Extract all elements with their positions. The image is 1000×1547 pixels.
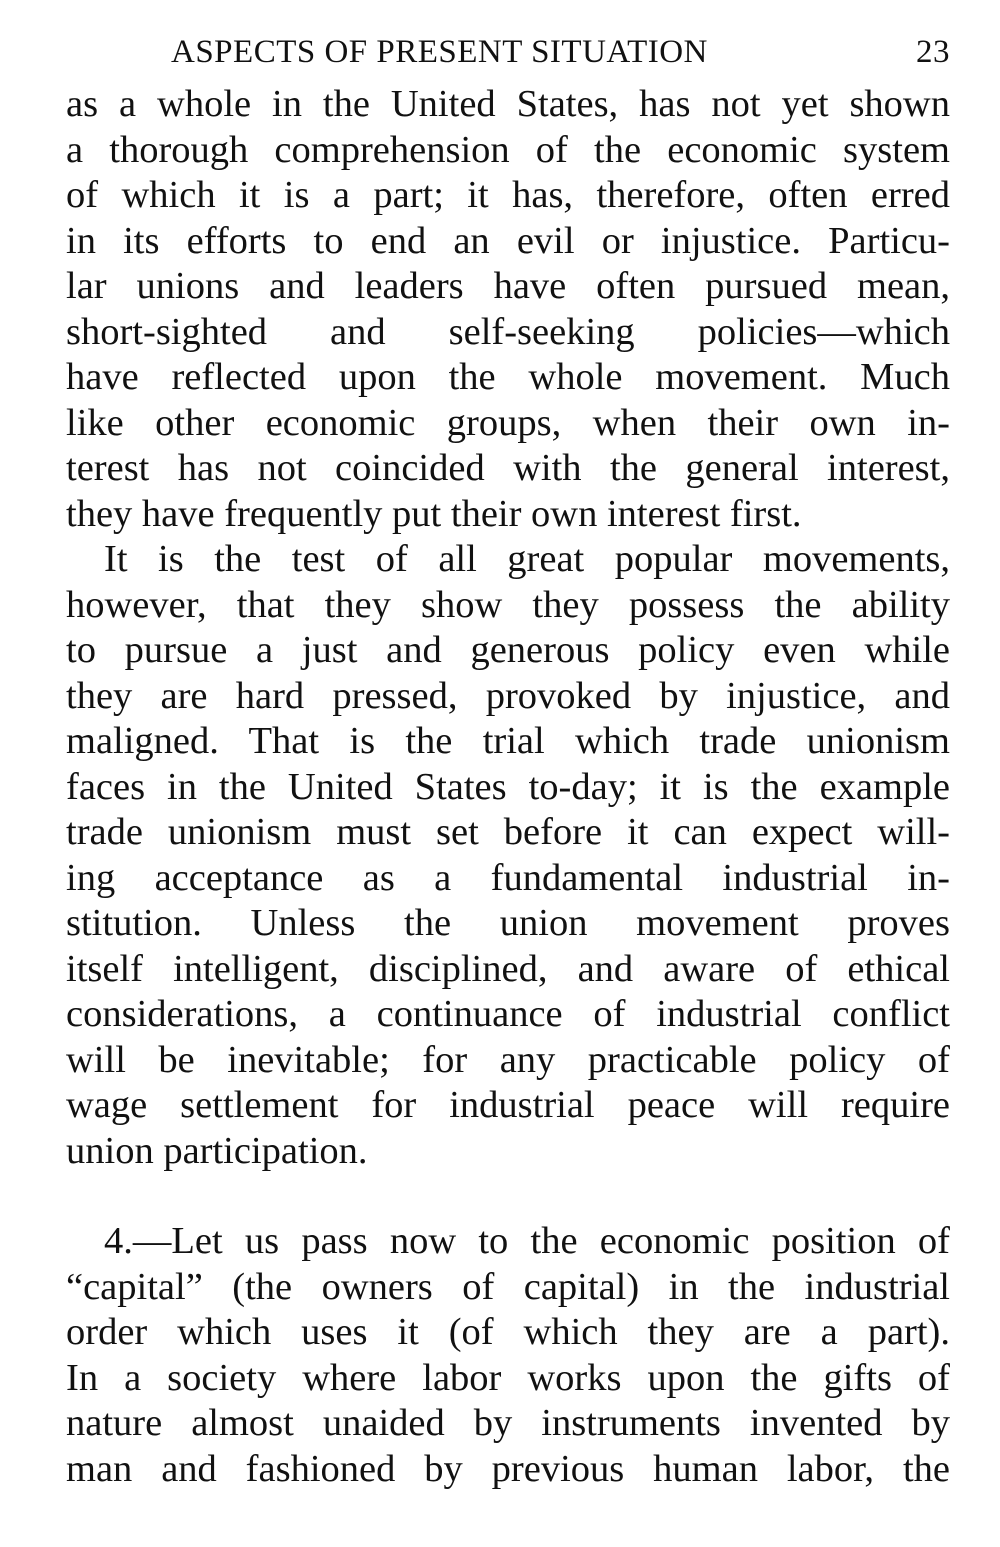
book-page xyxy=(66,28,950,1492)
text-line: a thorough comprehension of the economic system xyxy=(66,128,950,171)
text-line: maligned. That is the trial which trade unionism xyxy=(66,720,950,762)
body-text xyxy=(66,82,950,1492)
text-line: man and fashioned by previous human labor, the xyxy=(66,1447,950,1490)
text-line: ing acceptance as a fundamental industrial in- xyxy=(66,856,950,899)
running-title: ASPECTS OF PRESENT SITUATION xyxy=(171,34,708,70)
text-line: itself intelligent, disciplined, and aware of ethical xyxy=(66,947,950,990)
text-line: 4.—Let us pass now to the economic position of xyxy=(104,1220,950,1262)
text-line: considerations, a continuance of industrial conflict xyxy=(66,993,950,1035)
text-line: nature almost unaided by instruments invented by xyxy=(66,1402,950,1444)
text-line: “capital” (the owners of capital) in the industrial xyxy=(66,1265,950,1308)
text-line: union participation. xyxy=(66,1129,368,1172)
text-line: lar unions and leaders have often pursued mean, xyxy=(66,265,950,307)
paragraph-gap xyxy=(66,1174,950,1219)
text-line: It is the test of all great popular movements, xyxy=(104,538,950,580)
text-line: order which uses it (of which they are a part). xyxy=(66,1311,950,1353)
text-line: they have frequently put their own interest first. xyxy=(66,492,802,535)
paragraph-section-4 xyxy=(66,1219,950,1492)
text-line: of which it is a part; it has, therefore, often erred xyxy=(66,174,950,216)
running-head xyxy=(66,28,950,82)
text-line: terest has not coincided with the general interest, xyxy=(66,447,950,489)
page-number: 23 xyxy=(916,34,950,70)
text-line: in its efforts to end an evil or injustice. Particu- xyxy=(66,219,950,262)
text-line: like other economic groups, when their own in- xyxy=(66,401,950,444)
text-line: as a whole in the United States, has not yet shown xyxy=(66,83,950,125)
text-line: to pursue a just and generous policy even while xyxy=(66,629,950,671)
text-line: however, that they show they possess the ability xyxy=(66,583,950,626)
text-line: short-sighted and self-seeking policies—which xyxy=(66,310,950,353)
text-line: stitution. Unless the union movement proves xyxy=(66,902,950,944)
text-line: trade unionism must set before it can expect will- xyxy=(66,811,950,853)
text-line: have reflected upon the whole movement. Much xyxy=(66,356,950,398)
text-line: In a society where labor works upon the gifts of xyxy=(66,1356,950,1399)
text-line: will be inevitable; for any practicable policy of xyxy=(66,1038,950,1081)
paragraph-popular-movements xyxy=(66,537,950,1174)
paragraph-continuation xyxy=(66,82,950,537)
text-line: wage settlement for industrial peace will require xyxy=(66,1084,950,1126)
text-line: faces in the United States to-day; it is the example xyxy=(66,765,950,808)
text-line: they are hard pressed, provoked by injustice, and xyxy=(66,674,950,717)
